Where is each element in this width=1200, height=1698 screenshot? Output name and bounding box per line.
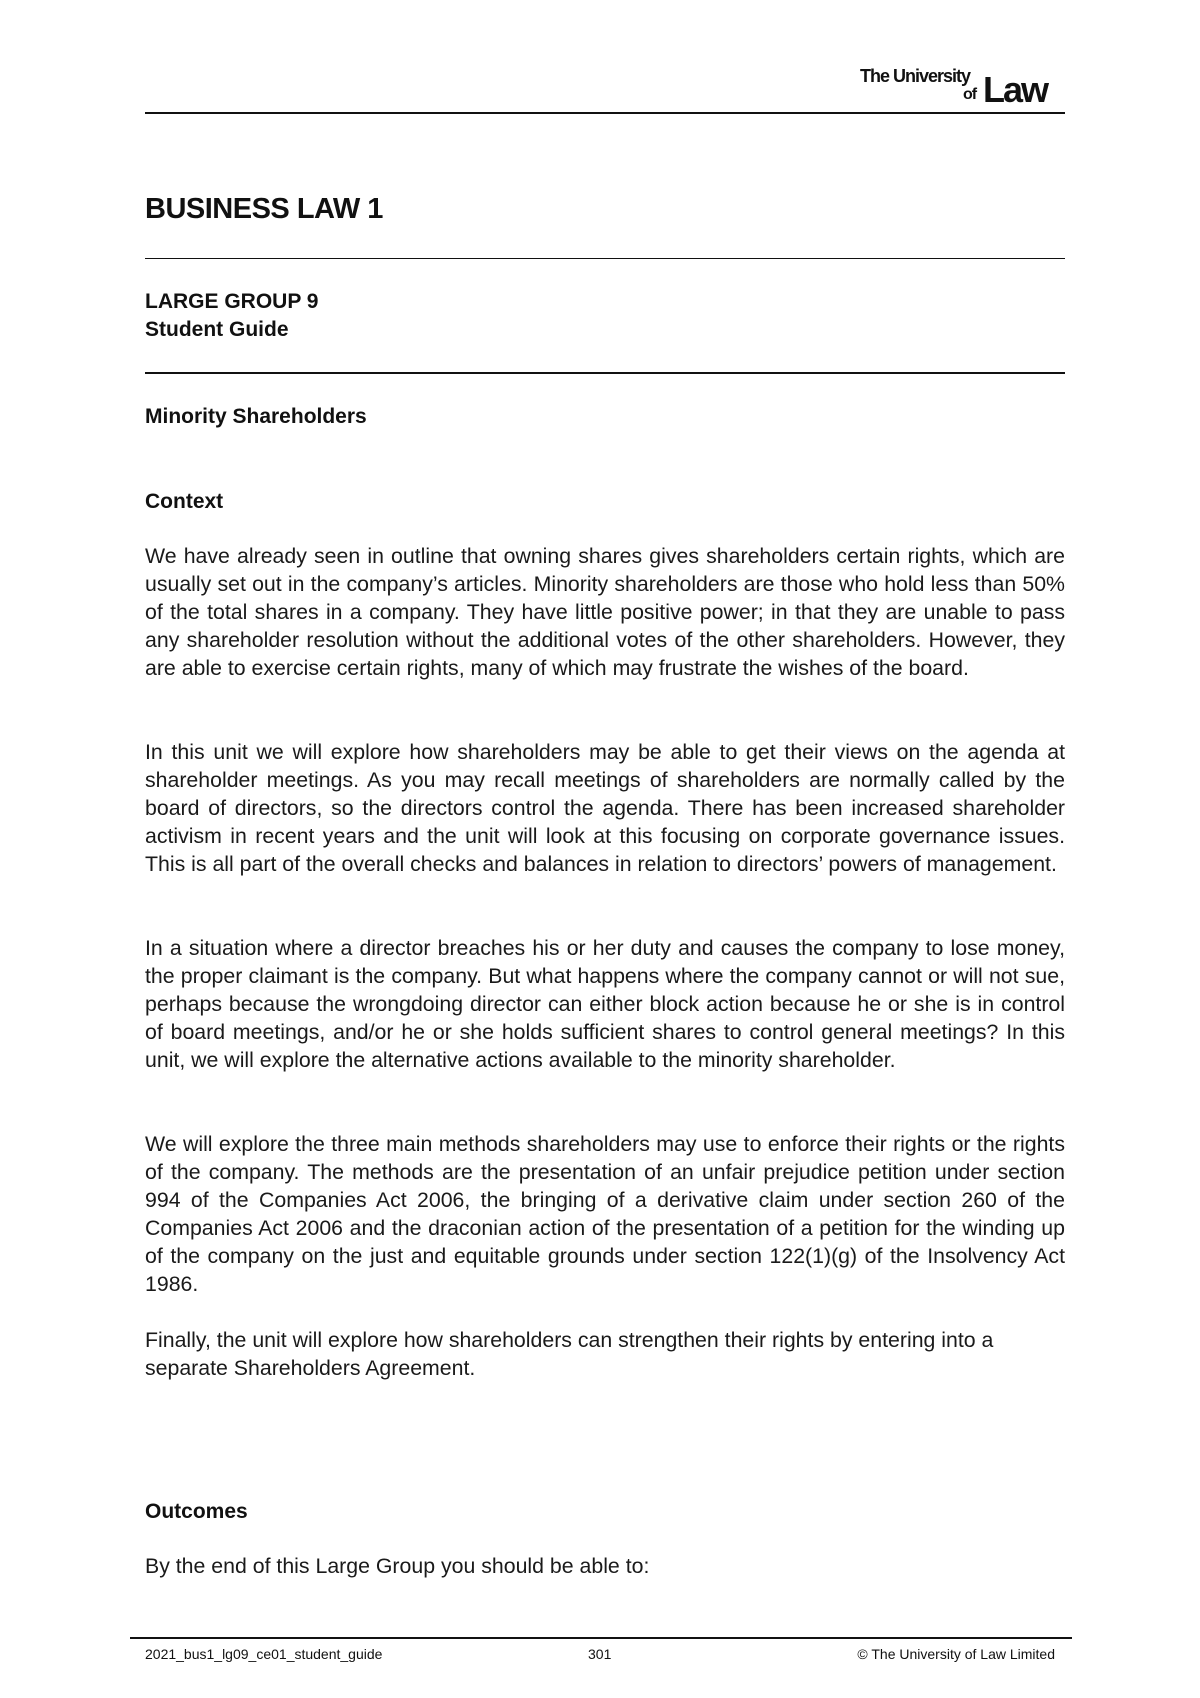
- context-paragraph-3: In a situation where a director breaches his or her duty and causes the company to lose money, the proper claimant is the company. But what happens where the company cannot or will not sue, perhaps because the wrongdoing director can either block action because he or she is in control of board meetings, and/or he or she holds sufficient shares to control general meetings? In this unit, we will explore the alternative actions available to the minority shareholder.: [145, 936, 1065, 1073]
- logo-line1: The University: [860, 66, 971, 86]
- topic-heading: Minority Shareholders: [145, 405, 367, 428]
- footer-copyright: © The University of Law Limited: [857, 1646, 1055, 1662]
- context-paragraph-2: In this unit we will explore how shareholders may be able to get their views on the agenda at shareholder meetings. As you may recall meetings of shareholders are normally called by the board of directors, so the directors control the agenda. There has been increased shareholder activism in recent years and the unit will look at this focusing on corporate governance issues. This is all part of the overall checks and balances in relation to directors’ powers of management.: [145, 740, 1065, 877]
- outcomes-heading: Outcomes: [145, 1500, 248, 1523]
- student-guide-label: Student Guide: [145, 318, 289, 341]
- university-logo: [860, 64, 1066, 110]
- logo-of: of: [963, 86, 977, 103]
- context-heading: Context: [145, 490, 224, 513]
- context-paragraph-5: Finally, the unit will explore how shareholders can strengthen their rights by entering into a separate Shareholders Agreement.: [145, 1328, 994, 1381]
- title-divider: [145, 258, 1065, 259]
- header-divider: [145, 112, 1065, 114]
- page-title: BUSINESS LAW 1: [145, 193, 383, 225]
- section-divider: [145, 372, 1065, 374]
- context-paragraph-4: We will explore the three main methods shareholders may use to enforce their rights or the rights of the company. The methods are the presentation of an unfair prejudice petition under section 994 of the Companies Act 2006, the bringing of a derivative claim under section 260 of the Companies Act 2006 and the draconian action of the presentation of a petition for the winding up of the company on the just and equitable grounds under section 122(1)(g) of the Insolvency Act 1986.: [145, 1132, 1065, 1297]
- page-number: 301: [588, 1646, 612, 1662]
- logo-law: Law: [983, 69, 1048, 110]
- large-group-label: LARGE GROUP 9: [145, 290, 319, 313]
- footer-filename: 2021_bus1_lg09_ce01_student_guide: [145, 1646, 383, 1662]
- footer-divider: [130, 1637, 1072, 1639]
- outcomes-intro: By the end of this Large Group you should be able to:: [145, 1554, 650, 1578]
- context-paragraph-1: We have already seen in outline that owning shares gives shareholders certain rights, which are usually set out in the company’s articles. Minority shareholders are those who hold less than 50% of the total shares in a company. They have little positive power; in that they are unable to pass any shareholder resolution without the additional votes of the other shareholders. However, they are able to exercise certain rights, many of which may frustrate the wishes of the board.: [145, 544, 1065, 681]
